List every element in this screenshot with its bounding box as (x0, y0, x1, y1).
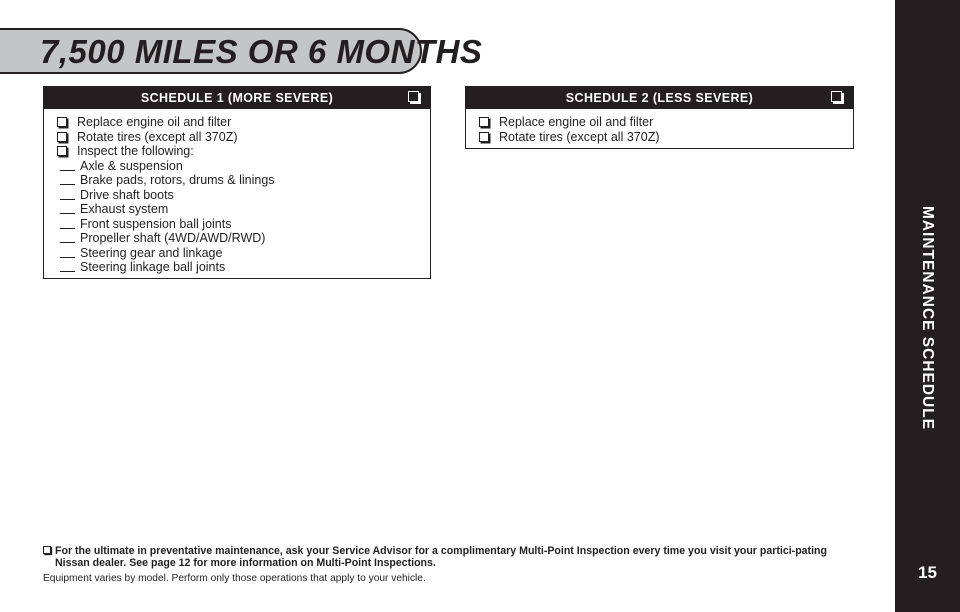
blank-line (60, 228, 75, 229)
item-label: Replace engine oil and filter (499, 115, 654, 129)
checkbox-icon[interactable] (479, 117, 489, 127)
inspect-sublist (44, 159, 430, 275)
schedule-1-box (43, 86, 431, 279)
list-item (60, 202, 430, 217)
page-number: 15 (918, 563, 937, 582)
schedule-1-title: SCHEDULE 1 (MORE SEVERE) (140, 91, 334, 105)
list-item (57, 144, 430, 159)
list-item (60, 260, 430, 275)
item-label: Replace engine oil and filter (77, 115, 232, 129)
disclaimer: Equipment varies by model. Perform only those operations that apply to your vehicle. (43, 573, 426, 584)
list-item (60, 246, 430, 261)
list-item (60, 188, 430, 203)
title-banner (0, 28, 483, 74)
schedule-1-header (44, 87, 430, 109)
list-item (60, 159, 430, 174)
item-label: Axle & suspension (80, 158, 183, 173)
blank-line (60, 213, 75, 214)
checkbox-icon[interactable] (57, 117, 67, 127)
blank-line (60, 271, 75, 272)
item-label: Rotate tires (except all 370Z) (499, 129, 660, 144)
list-item (60, 231, 430, 246)
schedule-1-list (57, 115, 430, 159)
list-item (57, 115, 430, 130)
sidebar (895, 0, 960, 612)
blank-line (60, 170, 75, 171)
checkbox-icon[interactable] (57, 132, 67, 142)
schedule-2-list (479, 115, 853, 144)
section-label: MAINTENANCE SCHEDULE (919, 205, 936, 431)
page-title: 7,500 MILES OR 6 MONTHS (40, 33, 483, 70)
list-item (60, 173, 430, 188)
footnote (43, 545, 863, 569)
footnote-text: For the ultimate in preventative maintenance, ask your Service Advisor for a complimentary Multi-Point Inspection every time you visit your partici-pating Nissan dealer. See page 12 for more information on Multi-Point Inspections. (55, 545, 827, 569)
checkbox-icon[interactable] (57, 146, 67, 156)
blank-line (60, 199, 75, 200)
list-item (60, 217, 430, 232)
item-label: Steering linkage ball joints (80, 260, 226, 274)
item-label: Steering gear and linkage (80, 245, 223, 260)
item-label: Front suspension ball joints (80, 216, 232, 231)
checkbox-icon (43, 546, 51, 554)
item-label: Brake pads, rotors, drums & linings (80, 173, 275, 187)
item-label: Inspect the following: (77, 144, 194, 158)
checkbox-icon (408, 91, 419, 102)
schedule-2-title: SCHEDULE 2 (LESS SEVERE) (565, 91, 754, 105)
item-label: Exhaust system (80, 202, 169, 216)
blank-line (60, 257, 75, 258)
list-item (479, 130, 853, 145)
item-label: Rotate tires (except all 370Z) (77, 129, 238, 144)
list-item (57, 130, 430, 145)
item-label: Drive shaft boots (80, 187, 174, 202)
item-label: Propeller shaft (4WD/AWD/RWD) (80, 231, 266, 245)
blank-line (60, 242, 75, 243)
schedule-2-box (465, 86, 854, 149)
checkbox-icon (831, 91, 842, 102)
checkbox-icon[interactable] (479, 132, 489, 142)
schedule-2-header (466, 87, 853, 109)
blank-line (60, 184, 75, 185)
list-item (479, 115, 853, 130)
